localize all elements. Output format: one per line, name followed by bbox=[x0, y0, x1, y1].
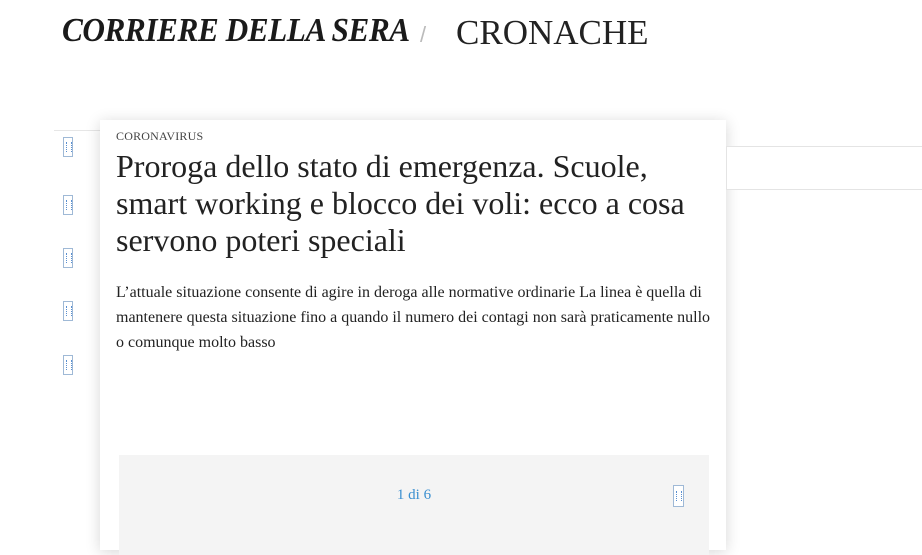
gallery-pager bbox=[119, 455, 709, 555]
share-link-icon[interactable] bbox=[63, 355, 73, 375]
next-arrow-icon[interactable] bbox=[673, 485, 684, 507]
share-email-icon[interactable] bbox=[63, 301, 73, 321]
article-summary: L’attuale situazione consente di agire in deroga alle normative ordinarie La linea è quella di mantenere questa situazione fino a quando il numero dei contagi non sarà praticamente nullo o comunque molto basso bbox=[116, 284, 711, 351]
share-facebook-icon[interactable] bbox=[63, 137, 73, 157]
article-title[interactable]: Proroga dello stato di emergenza. Scuole, smart working e blocco dei voli: ecco a cosa servono poteri speciali bbox=[116, 148, 685, 258]
breadcrumb-separator: / bbox=[420, 22, 427, 47]
brand-logo[interactable]: CORRIERE DELLA SERA bbox=[62, 12, 410, 49]
article-kicker[interactable]: CORONAVIRUS bbox=[116, 129, 204, 143]
site-header bbox=[0, 0, 922, 80]
section-title[interactable]: CRONACHE bbox=[456, 13, 649, 52]
share-bar-divider bbox=[54, 130, 100, 131]
share-whatsapp-icon[interactable] bbox=[63, 248, 73, 268]
sidebar-placeholder-box bbox=[726, 146, 922, 190]
share-twitter-icon[interactable] bbox=[63, 195, 73, 215]
article-card bbox=[100, 120, 726, 550]
pager-count: 1 di 6 bbox=[396, 487, 432, 503]
